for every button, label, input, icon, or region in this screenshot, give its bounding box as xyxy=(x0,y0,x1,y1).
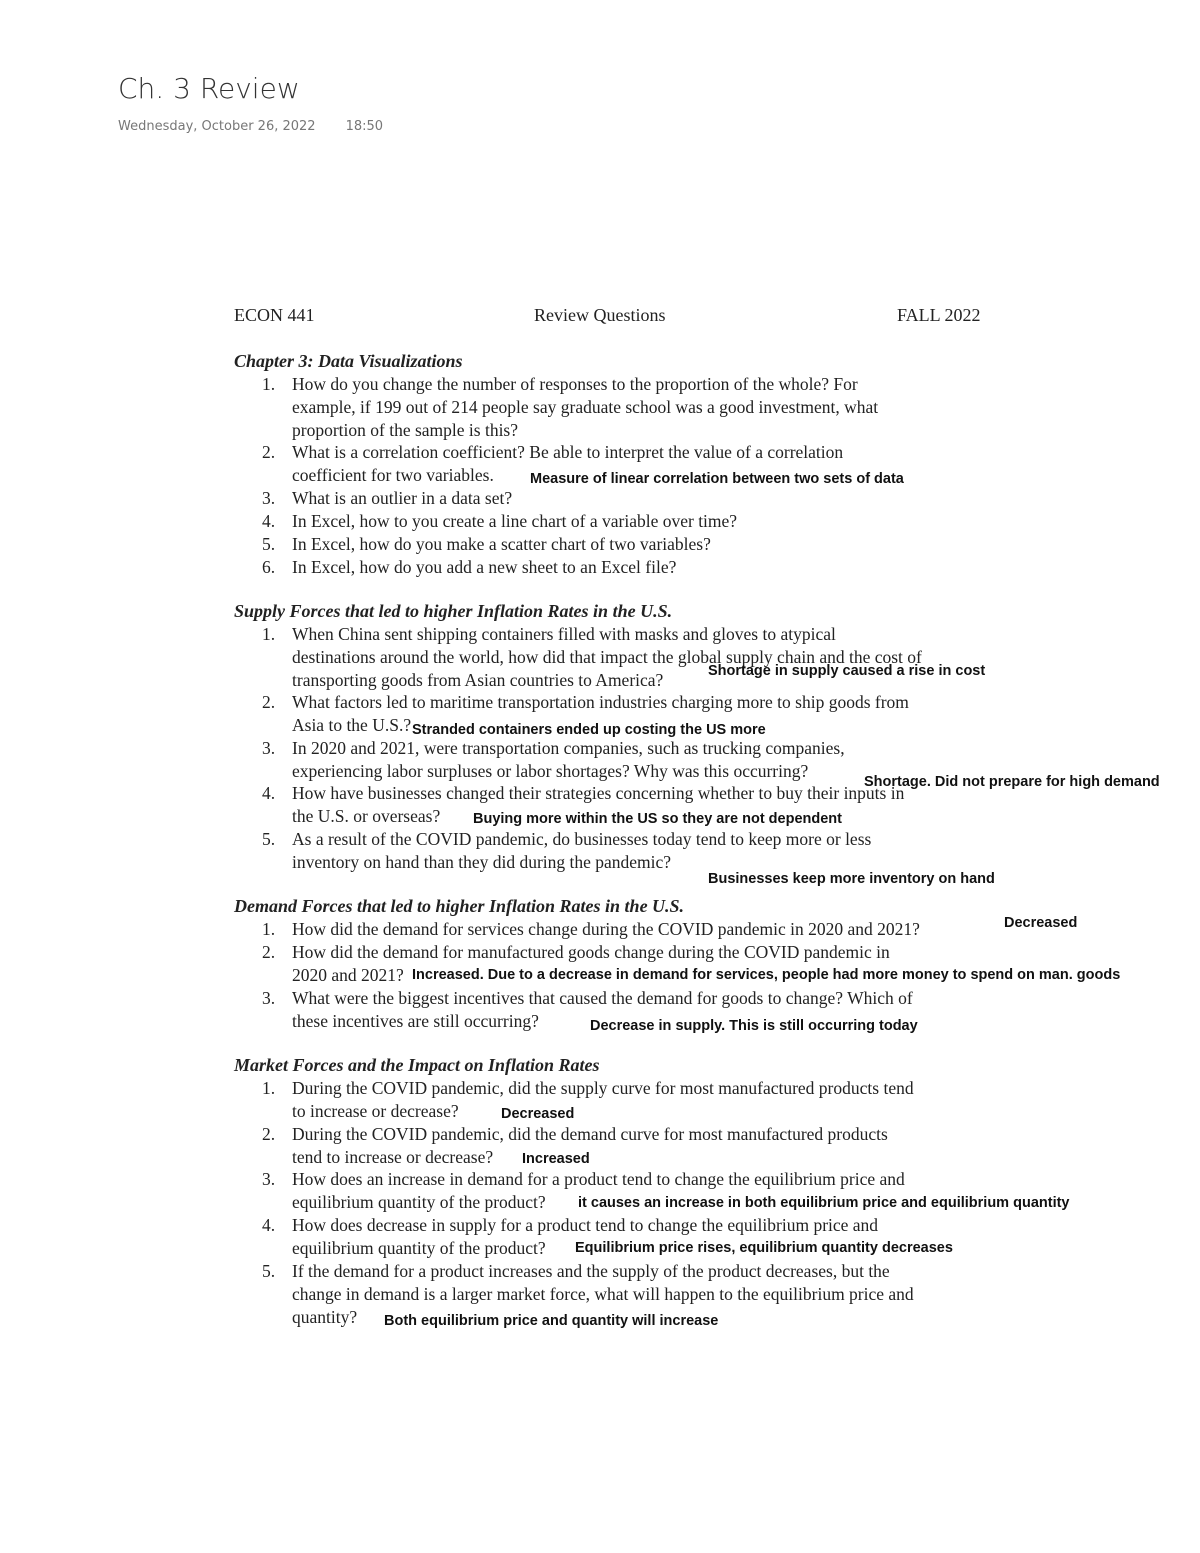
question-number: 6. xyxy=(262,557,276,577)
question-number: 3. xyxy=(262,1169,276,1189)
question-number: 3. xyxy=(262,488,276,508)
question-text: proportion of the sample is this? xyxy=(292,420,519,440)
question-number: 4. xyxy=(262,1215,276,1235)
term-label: FALL 2022 xyxy=(897,305,981,325)
question-text: If the demand for a product increases and the supply of the product decreases, but the xyxy=(292,1261,890,1281)
question-number: 5. xyxy=(262,534,276,554)
question-text: quantity? xyxy=(292,1307,358,1327)
question-text: What were the biggest incentives that caused the demand for goods to change? Which of xyxy=(292,988,913,1008)
question-text: equilibrium quantity of the product? xyxy=(292,1238,546,1258)
note-time: 18:50 xyxy=(345,119,384,134)
question-text: 2020 and 2021? xyxy=(292,965,404,985)
question-text: inventory on hand than they did during the pandemic? xyxy=(292,852,672,872)
handwritten-answer: Decreased xyxy=(501,1106,575,1122)
handwritten-answer: Measure of linear correlation between two sets of data xyxy=(530,471,904,487)
question-text: What is a correlation coefficient? Be able to interpret the value of a correlation xyxy=(292,442,844,462)
question-number: 5. xyxy=(262,829,276,849)
section-title: Supply Forces that led to higher Inflation Rates in the U.S. xyxy=(234,601,673,621)
question-number: 2. xyxy=(262,692,276,712)
question-number: 4. xyxy=(262,783,276,803)
question-text: transporting goods from Asian countries to America? xyxy=(292,670,664,690)
question-text: to increase or decrease? xyxy=(292,1101,459,1121)
question-number: 1. xyxy=(262,1078,276,1098)
question-text: these incentives are still occurring? xyxy=(292,1011,539,1031)
question-number: 3. xyxy=(262,738,276,758)
question-text: When China sent shipping containers filled with masks and gloves to atypical xyxy=(292,624,836,644)
question-text: equilibrium quantity of the product? xyxy=(292,1192,546,1212)
section-title: Chapter 3: Data Visualizations xyxy=(234,351,463,371)
handwritten-answer: Increased xyxy=(522,1151,590,1167)
question-text: During the COVID pandemic, did the supply curve for most manufactured products tend xyxy=(292,1078,914,1098)
document-heading: Review Questions xyxy=(534,305,666,325)
section-title: Demand Forces that led to higher Inflation Rates in the U.S. xyxy=(234,896,685,916)
question-text: tend to increase or decrease? xyxy=(292,1147,494,1167)
question-text: In 2020 and 2021, were transportation companies, such as trucking companies, xyxy=(292,738,845,758)
section-title: Market Forces and the Impact on Inflation Rates xyxy=(234,1055,600,1075)
handwritten-answer: Businesses keep more inventory on hand xyxy=(708,871,995,887)
question-number: 1. xyxy=(262,374,276,394)
handwritten-answer: Both equilibrium price and quantity will increase xyxy=(384,1313,719,1329)
handwritten-answer: Stranded containers ended up costing the US more xyxy=(412,722,766,738)
question-text: How do you change the number of responses to the proportion of the whole? For xyxy=(292,374,858,394)
question-text: In Excel, how do you add a new sheet to an Excel file? xyxy=(292,557,677,577)
question-text: What factors led to maritime transportation industries charging more to ship goods from xyxy=(292,692,909,712)
question-number: 1. xyxy=(262,624,276,644)
handwritten-answer: Shortage in supply caused a rise in cost xyxy=(708,663,986,679)
question-text: change in demand is a larger market force, what will happen to the equilibrium price and xyxy=(292,1284,914,1304)
question-number: 3. xyxy=(262,988,276,1008)
question-text: How have businesses changed their strategies concerning whether to buy their inputs in xyxy=(292,783,905,803)
handwritten-answer: it causes an increase in both equilibrium price and equilibrium quantity xyxy=(578,1195,1070,1211)
question-text: What is an outlier in a data set? xyxy=(292,488,513,508)
handwritten-answer: Increased. Due to a decrease in demand for services, people had more money to spend on man. goods xyxy=(412,967,1121,983)
course-code: ECON 441 xyxy=(234,305,315,325)
question-text: coefficient for two variables. xyxy=(292,465,494,485)
question-text: How did the demand for services change during the COVID pandemic in 2020 and 2021? xyxy=(292,919,920,939)
handwritten-answer: Decrease in supply. This is still occurring today xyxy=(590,1018,918,1034)
handwritten-answer: Decreased xyxy=(1004,915,1078,931)
question-number: 1. xyxy=(262,919,276,939)
question-text: How does an increase in demand for a product tend to change the equilibrium price and xyxy=(292,1169,905,1189)
question-number: 5. xyxy=(262,1261,276,1281)
question-text: destinations around the world, how did that impact the global supply chain and the cost of xyxy=(292,647,922,667)
question-text: How does decrease in supply for a product tend to change the equilibrium price and xyxy=(292,1215,879,1235)
question-text: experiencing labor surpluses or labor shortages? Why was this occurring? xyxy=(292,761,809,781)
question-number: 4. xyxy=(262,511,276,531)
question-number: 2. xyxy=(262,442,276,462)
handwritten-answer: Shortage. Did not prepare for high demand xyxy=(864,774,1160,790)
question-text: As a result of the COVID pandemic, do businesses today tend to keep more or less xyxy=(292,829,872,849)
question-text: In Excel, how do you make a scatter chart of two variables? xyxy=(292,534,711,554)
question-text: Asia to the U.S.? xyxy=(292,715,412,735)
question-text: example, if 199 out of 214 people say graduate school was a good investment, what xyxy=(292,397,879,417)
question-text: the U.S. or overseas? xyxy=(292,806,441,826)
handwritten-answer: Equilibrium price rises, equilibrium quantity decreases xyxy=(575,1240,953,1256)
question-number: 2. xyxy=(262,942,276,962)
question-text: During the COVID pandemic, did the demand curve for most manufactured products xyxy=(292,1124,888,1144)
note-title: Ch. 3 Review xyxy=(118,72,300,105)
question-text: How did the demand for manufactured goods change during the COVID pandemic in xyxy=(292,942,890,962)
question-text: In Excel, how to you create a line chart of a variable over time? xyxy=(292,511,738,531)
note-date: Wednesday, October 26, 2022 xyxy=(118,119,316,134)
handwritten-answer: Buying more within the US so they are not dependent xyxy=(473,811,842,827)
question-number: 2. xyxy=(262,1124,276,1144)
